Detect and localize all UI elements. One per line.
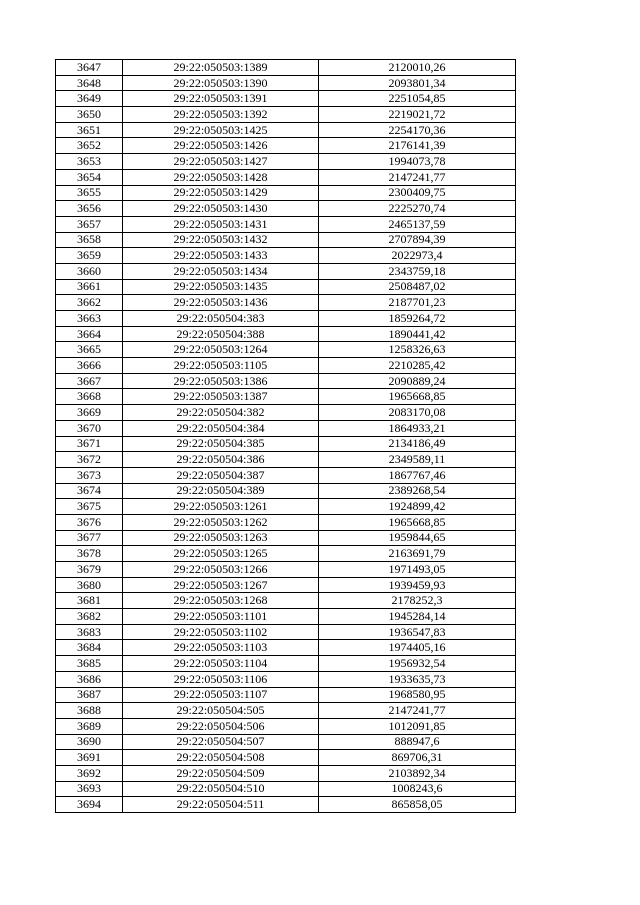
cadastral-number-cell: 29:22:050504:511 — [123, 797, 319, 813]
value-cell: 1959844,65 — [319, 530, 516, 546]
row-number-cell: 3682 — [56, 609, 123, 625]
table-row — [56, 248, 516, 264]
cadastral-number-cell: 29:22:050503:1105 — [123, 358, 319, 374]
row-number-cell: 3661 — [56, 279, 123, 295]
table-row — [56, 499, 516, 515]
row-number-cell: 3690 — [56, 734, 123, 750]
value-cell: 1965668,85 — [319, 389, 516, 405]
value-cell: 1956932,54 — [319, 656, 516, 672]
row-number-cell: 3650 — [56, 107, 123, 123]
row-number-cell: 3686 — [56, 671, 123, 687]
row-number-cell: 3673 — [56, 467, 123, 483]
row-number-cell: 3679 — [56, 562, 123, 578]
cadastral-number-cell: 29:22:050503:1263 — [123, 530, 319, 546]
value-cell: 1924899,42 — [319, 499, 516, 515]
row-number-cell: 3676 — [56, 514, 123, 530]
value-cell: 2349589,11 — [319, 452, 516, 468]
table-row — [56, 671, 516, 687]
cadastral-number-cell: 29:22:050503:1431 — [123, 216, 319, 232]
row-number-cell: 3687 — [56, 687, 123, 703]
table-row — [56, 577, 516, 593]
value-cell: 2389268,54 — [319, 483, 516, 499]
table-body — [56, 60, 516, 813]
table-row — [56, 232, 516, 248]
cadastral-number-cell: 29:22:050503:1103 — [123, 640, 319, 656]
value-cell: 1890441,42 — [319, 326, 516, 342]
value-cell: 2251054,85 — [319, 91, 516, 107]
cadastral-number-cell: 29:22:050503:1436 — [123, 295, 319, 311]
cadastral-number-cell: 29:22:050504:509 — [123, 765, 319, 781]
value-cell: 1968580,95 — [319, 687, 516, 703]
cadastral-number-cell: 29:22:050504:387 — [123, 467, 319, 483]
cadastral-number-cell: 29:22:050504:505 — [123, 703, 319, 719]
table-row — [56, 593, 516, 609]
cadastral-number-cell: 29:22:050503:1265 — [123, 546, 319, 562]
table-row — [56, 216, 516, 232]
table-row — [56, 60, 516, 76]
row-number-cell: 3653 — [56, 154, 123, 170]
table-row — [56, 358, 516, 374]
cadastral-number-cell: 29:22:050503:1262 — [123, 514, 319, 530]
value-cell: 1971493,05 — [319, 562, 516, 578]
cadastral-number-cell: 29:22:050503:1392 — [123, 107, 319, 123]
row-number-cell: 3660 — [56, 263, 123, 279]
table-row — [56, 91, 516, 107]
value-cell: 1965668,85 — [319, 514, 516, 530]
value-cell: 2178252,3 — [319, 593, 516, 609]
value-cell: 2090889,24 — [319, 373, 516, 389]
cadastral-number-cell: 29:22:050504:506 — [123, 718, 319, 734]
value-cell: 2147241,77 — [319, 703, 516, 719]
value-cell: 2147241,77 — [319, 169, 516, 185]
row-number-cell: 3647 — [56, 60, 123, 76]
table-row — [56, 718, 516, 734]
value-cell: 2093801,34 — [319, 75, 516, 91]
table-row — [56, 342, 516, 358]
row-number-cell: 3656 — [56, 201, 123, 217]
row-number-cell: 3668 — [56, 389, 123, 405]
value-cell: 1008243,6 — [319, 781, 516, 797]
value-cell: 1258326,63 — [319, 342, 516, 358]
row-number-cell: 3675 — [56, 499, 123, 515]
row-number-cell: 3649 — [56, 91, 123, 107]
value-cell: 888947,6 — [319, 734, 516, 750]
cadastral-number-cell: 29:22:050503:1434 — [123, 263, 319, 279]
table-row — [56, 483, 516, 499]
row-number-cell: 3669 — [56, 405, 123, 421]
row-number-cell: 3694 — [56, 797, 123, 813]
table-row — [56, 263, 516, 279]
cadastral-number-cell: 29:22:050504:388 — [123, 326, 319, 342]
table-row — [56, 452, 516, 468]
table-row — [56, 546, 516, 562]
value-cell: 865858,05 — [319, 797, 516, 813]
table-row — [56, 75, 516, 91]
table-row — [56, 185, 516, 201]
row-number-cell: 3671 — [56, 436, 123, 452]
cadastral-number-cell: 29:22:050503:1391 — [123, 91, 319, 107]
cadastral-number-cell: 29:22:050503:1428 — [123, 169, 319, 185]
row-number-cell: 3658 — [56, 232, 123, 248]
row-number-cell: 3652 — [56, 138, 123, 154]
table-row — [56, 326, 516, 342]
value-cell: 1012091,85 — [319, 718, 516, 734]
value-cell: 1859264,72 — [319, 311, 516, 327]
row-number-cell: 3677 — [56, 530, 123, 546]
table-row — [56, 107, 516, 123]
cadastral-number-cell: 29:22:050503:1430 — [123, 201, 319, 217]
row-number-cell: 3667 — [56, 373, 123, 389]
cadastral-number-cell: 29:22:050503:1426 — [123, 138, 319, 154]
value-cell: 2210285,42 — [319, 358, 516, 374]
row-number-cell: 3659 — [56, 248, 123, 264]
cadastral-number-cell: 29:22:050504:507 — [123, 734, 319, 750]
table-row — [56, 609, 516, 625]
value-cell: 2465137,59 — [319, 216, 516, 232]
table-row — [56, 656, 516, 672]
value-cell: 2163691,79 — [319, 546, 516, 562]
cadastral-number-cell: 29:22:050503:1101 — [123, 609, 319, 625]
value-cell: 2134186,49 — [319, 436, 516, 452]
row-number-cell: 3678 — [56, 546, 123, 562]
row-number-cell: 3648 — [56, 75, 123, 91]
table-row — [56, 279, 516, 295]
value-cell: 1933635,73 — [319, 671, 516, 687]
value-cell: 2300409,75 — [319, 185, 516, 201]
row-number-cell: 3662 — [56, 295, 123, 311]
cadastral-number-cell: 29:22:050503:1107 — [123, 687, 319, 703]
cadastral-number-cell: 29:22:050503:1267 — [123, 577, 319, 593]
table-row — [56, 765, 516, 781]
cadastral-number-cell: 29:22:050504:383 — [123, 311, 319, 327]
row-number-cell: 3665 — [56, 342, 123, 358]
value-cell: 1867767,46 — [319, 467, 516, 483]
row-number-cell: 3663 — [56, 311, 123, 327]
value-cell: 2254170,36 — [319, 122, 516, 138]
table-row — [56, 311, 516, 327]
table-row — [56, 122, 516, 138]
table-row — [56, 734, 516, 750]
value-cell: 2219021,72 — [319, 107, 516, 123]
cadastral-number-cell: 29:22:050503:1386 — [123, 373, 319, 389]
row-number-cell: 3692 — [56, 765, 123, 781]
cadastral-number-cell: 29:22:050503:1104 — [123, 656, 319, 672]
cadastral-number-cell: 29:22:050503:1435 — [123, 279, 319, 295]
value-cell: 2508487,02 — [319, 279, 516, 295]
cadastral-number-cell: 29:22:050504:385 — [123, 436, 319, 452]
row-number-cell: 3684 — [56, 640, 123, 656]
table-row — [56, 389, 516, 405]
table-row — [56, 562, 516, 578]
value-cell: 2707894,39 — [319, 232, 516, 248]
value-cell: 1936547,83 — [319, 624, 516, 640]
cadastral-number-cell: 29:22:050503:1264 — [123, 342, 319, 358]
row-number-cell: 3680 — [56, 577, 123, 593]
cadastral-number-cell: 29:22:050504:384 — [123, 420, 319, 436]
row-number-cell: 3681 — [56, 593, 123, 609]
row-number-cell: 3685 — [56, 656, 123, 672]
cadastral-number-cell: 29:22:050503:1266 — [123, 562, 319, 578]
value-cell: 1939459,93 — [319, 577, 516, 593]
row-number-cell: 3688 — [56, 703, 123, 719]
table-row — [56, 703, 516, 719]
cadastral-number-cell: 29:22:050504:510 — [123, 781, 319, 797]
cadastral-number-cell: 29:22:050503:1425 — [123, 122, 319, 138]
value-cell: 1974405,16 — [319, 640, 516, 656]
table-row — [56, 405, 516, 421]
cadastral-number-cell: 29:22:050504:508 — [123, 750, 319, 766]
row-number-cell: 3657 — [56, 216, 123, 232]
table-row — [56, 169, 516, 185]
cadastral-number-cell: 29:22:050503:1387 — [123, 389, 319, 405]
table-row — [56, 154, 516, 170]
cadastral-number-cell: 29:22:050503:1106 — [123, 671, 319, 687]
cadastral-number-cell: 29:22:050504:386 — [123, 452, 319, 468]
value-cell: 2176141,39 — [319, 138, 516, 154]
value-cell: 1864933,21 — [319, 420, 516, 436]
table-row — [56, 373, 516, 389]
table-row — [56, 138, 516, 154]
table-row — [56, 201, 516, 217]
cadastral-number-cell: 29:22:050503:1261 — [123, 499, 319, 515]
cadastral-number-cell: 29:22:050503:1429 — [123, 185, 319, 201]
cadastral-number-cell: 29:22:050503:1427 — [123, 154, 319, 170]
row-number-cell: 3654 — [56, 169, 123, 185]
value-cell: 2343759,18 — [319, 263, 516, 279]
cadastral-number-cell: 29:22:050503:1390 — [123, 75, 319, 91]
row-number-cell: 3691 — [56, 750, 123, 766]
row-number-cell: 3674 — [56, 483, 123, 499]
cadastral-number-cell: 29:22:050503:1389 — [123, 60, 319, 76]
value-cell: 869706,31 — [319, 750, 516, 766]
table-row — [56, 797, 516, 813]
table-row — [56, 750, 516, 766]
table-row — [56, 624, 516, 640]
table-row — [56, 640, 516, 656]
value-cell: 1945284,14 — [319, 609, 516, 625]
table-row — [56, 420, 516, 436]
cadastral-number-cell: 29:22:050503:1102 — [123, 624, 319, 640]
cadastral-number-cell: 29:22:050503:1268 — [123, 593, 319, 609]
value-cell: 2187701,23 — [319, 295, 516, 311]
cadastral-number-cell: 29:22:050504:389 — [123, 483, 319, 499]
cadastral-number-cell: 29:22:050503:1432 — [123, 232, 319, 248]
row-number-cell: 3689 — [56, 718, 123, 734]
value-cell: 2083170,08 — [319, 405, 516, 421]
table-row — [56, 467, 516, 483]
row-number-cell: 3670 — [56, 420, 123, 436]
row-number-cell: 3664 — [56, 326, 123, 342]
value-cell: 2103892,34 — [319, 765, 516, 781]
row-number-cell: 3655 — [56, 185, 123, 201]
table-row — [56, 436, 516, 452]
value-cell: 2225270,74 — [319, 201, 516, 217]
table-row — [56, 530, 516, 546]
cadastral-number-cell: 29:22:050503:1433 — [123, 248, 319, 264]
table-row — [56, 781, 516, 797]
table-row — [56, 687, 516, 703]
row-number-cell: 3666 — [56, 358, 123, 374]
row-number-cell: 3651 — [56, 122, 123, 138]
value-cell: 2022973,4 — [319, 248, 516, 264]
row-number-cell: 3683 — [56, 624, 123, 640]
table-row — [56, 295, 516, 311]
table-row — [56, 514, 516, 530]
row-number-cell: 3672 — [56, 452, 123, 468]
cadastral-value-table — [55, 59, 516, 813]
cadastral-number-cell: 29:22:050504:382 — [123, 405, 319, 421]
value-cell: 1994073,78 — [319, 154, 516, 170]
value-cell: 2120010,26 — [319, 60, 516, 76]
row-number-cell: 3693 — [56, 781, 123, 797]
